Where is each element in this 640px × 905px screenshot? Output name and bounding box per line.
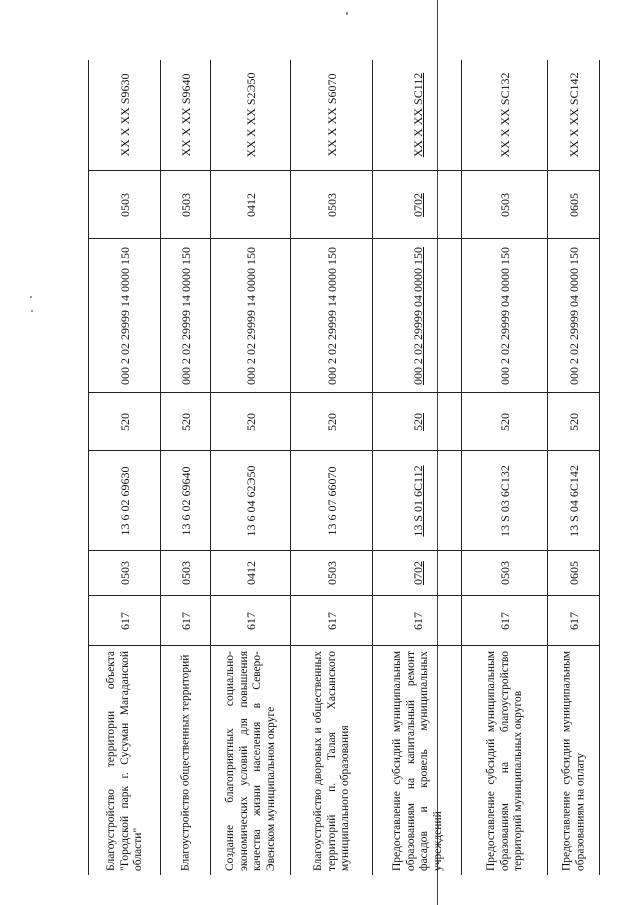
section-text-2: 0605 (566, 192, 581, 217)
admin-code-text: 617 (566, 611, 581, 630)
section-cell (462, 550, 548, 595)
section-cell-2 (548, 170, 599, 238)
table-row (547, 60, 600, 875)
admin-code-text: 617 (325, 611, 339, 630)
section-text: 0412 (244, 561, 258, 585)
expense-kind-text: 520 (179, 412, 193, 431)
revenue-code-cell (373, 238, 462, 392)
expense-kind-text: 520 (244, 412, 258, 431)
name-text: Предоставление субсидий муниципальным образованиям на благоустройство территорий муниципальных округов (484, 650, 524, 871)
expense-kind-text: 520 (325, 412, 339, 431)
target-article-cell (89, 450, 161, 550)
name-cell (211, 645, 291, 875)
target-article-cell (211, 450, 291, 550)
target-article-text: 13 S 01 6С112 (410, 464, 425, 537)
section-cell (161, 550, 211, 595)
revenue-code-cell (291, 238, 373, 392)
section-cell (211, 550, 291, 595)
expense-kind-text: 520 (566, 412, 581, 431)
name-text: Благоустройство территории объекта "Городской парк г. Сусуман Магаданской области" (104, 650, 144, 871)
revenue-code-text: 000 2 02 29999 14 0000 150 (118, 246, 132, 385)
target-article-text: 13 S 03 6С132 (498, 464, 512, 537)
rcode-cell (161, 60, 211, 170)
expense-kind-cell (161, 392, 211, 450)
expense-kind-cell (89, 392, 161, 450)
admin-code-cell (211, 595, 291, 645)
section-text-2: 0702 (410, 192, 425, 217)
rcode-cell (462, 60, 548, 170)
rcode-cell (548, 60, 599, 170)
section-text: 0503 (118, 561, 132, 585)
name-text: Предоставление субсидии муниципальным образованиям на оплату (560, 650, 586, 871)
rcode-cell (89, 60, 161, 170)
admin-code-text: 617 (498, 611, 512, 630)
section-cell-2 (373, 170, 462, 238)
name-text: Благоустройство дворовых и общественных территорий п. Талая Хасынского муниципального образования (311, 650, 351, 871)
revenue-code-text: 000 2 02 29999 14 0000 150 (325, 246, 339, 385)
section-cell (548, 550, 599, 595)
table-row (290, 60, 373, 875)
section-cell-2 (211, 170, 291, 238)
name-text: Благоустройство общественных территорий (179, 654, 192, 871)
rcode-cell (211, 60, 291, 170)
table-row (160, 60, 211, 875)
admin-code-cell (161, 595, 211, 645)
name-cell (373, 645, 462, 875)
name-text: Создание благоприятных социально-экономических условий для повышения качества жизни населения в Северо-Эвенском муниципальном округе (224, 650, 277, 871)
section-text-2: 0412 (244, 192, 258, 217)
revenue-code-text: 000 2 02 29999 14 0000 150 (244, 246, 258, 385)
target-article-cell (373, 450, 462, 550)
admin-code-text: 617 (410, 611, 425, 630)
table-row (210, 60, 291, 875)
rcode-text: XX X XX SC132 (498, 72, 512, 158)
rcode-cell (291, 60, 373, 170)
admin-code-cell (373, 595, 462, 645)
section-text: 0702 (410, 561, 425, 585)
section-text-2: 0503 (118, 192, 132, 217)
admin-code-cell (291, 595, 373, 645)
section-cell-2 (89, 170, 161, 238)
section-text: 0605 (566, 561, 581, 585)
rcode-text: XX X XX S6070 (325, 73, 339, 157)
expense-kind-cell (291, 392, 373, 450)
target-article-cell (548, 450, 599, 550)
target-article-cell (462, 450, 548, 550)
section-cell-2 (462, 170, 548, 238)
revenue-code-cell (211, 238, 291, 392)
expense-kind-cell (462, 392, 548, 450)
admin-code-text: 617 (244, 611, 258, 630)
admin-code-cell (548, 595, 599, 645)
rcode-text: XX X XX S9640 (179, 73, 193, 157)
section-cell (373, 550, 462, 595)
revenue-code-cell (462, 238, 548, 392)
target-article-text: 13 S 04 6С142 (566, 464, 581, 537)
rcode-cell (373, 60, 462, 170)
admin-code-cell (462, 595, 548, 645)
expense-kind-text: 520 (498, 412, 512, 431)
revenue-code-text: 000 2 02 29999 04 0000 150 (566, 246, 581, 385)
name-text: Предоставление субсидий муниципальным образованиям на капитальный ремонт фасадов и кровель муниципальных учреждений (390, 650, 443, 871)
name-cell (89, 645, 161, 875)
table-row (372, 60, 462, 875)
expense-kind-cell (211, 392, 291, 450)
name-cell (462, 645, 548, 875)
section-cell (89, 550, 161, 595)
name-cell (291, 645, 373, 875)
target-article-text: 13 6 02 69640 (179, 466, 193, 535)
expense-kind-text: 520 (118, 412, 132, 431)
table-row (461, 60, 548, 875)
expense-kind-text: 520 (410, 412, 425, 431)
section-text-2: 0503 (325, 192, 339, 217)
revenue-code-text: 000 2 02 29999 04 0000 150 (498, 246, 512, 385)
expense-kind-cell (373, 392, 462, 450)
admin-code-text: 617 (179, 611, 193, 630)
target-article-cell (291, 450, 373, 550)
section-text-2: 0503 (179, 192, 193, 217)
section-text: 0503 (498, 561, 512, 585)
target-article-text: 13 6 02 69630 (118, 466, 132, 535)
target-article-cell (161, 450, 211, 550)
revenue-code-cell (161, 238, 211, 392)
rcode-text: XX X XX SC142 (566, 72, 581, 158)
name-cell (548, 645, 599, 875)
rcode-text: XX X XX SC112 (410, 72, 425, 158)
section-cell (291, 550, 373, 595)
rcode-text: XX X XX S9630 (118, 73, 132, 157)
name-cell (161, 645, 211, 875)
section-text: 0503 (325, 561, 339, 585)
admin-code-text: 617 (118, 611, 132, 630)
section-cell-2 (161, 170, 211, 238)
table-row (88, 60, 161, 875)
expense-kind-cell (548, 392, 599, 450)
target-article-text: 13 6 04 62Э50 (244, 465, 258, 536)
revenue-code-cell (89, 238, 161, 392)
revenue-code-text: 000 2 02 29999 04 0000 150 (410, 246, 425, 385)
section-text-2: 0503 (498, 192, 512, 217)
section-text: 0503 (179, 561, 193, 585)
admin-code-cell (89, 595, 161, 645)
section-cell-2 (291, 170, 373, 238)
revenue-code-cell (548, 238, 599, 392)
target-article-text: 13 6 07 66070 (325, 466, 339, 535)
revenue-code-text: 000 2 02 29999 14 0000 150 (179, 246, 193, 385)
rcode-text: XX X XX S2Э50 (244, 72, 258, 158)
